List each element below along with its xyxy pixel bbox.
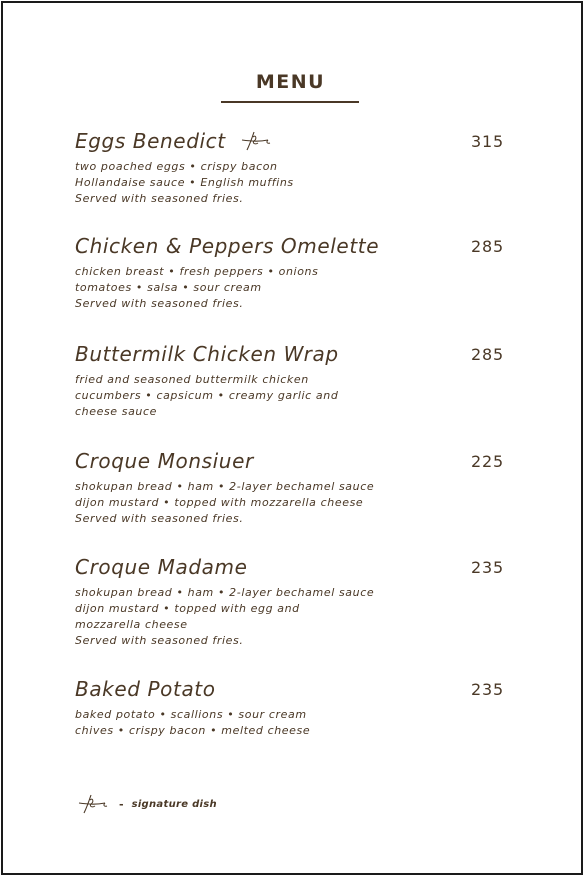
item-description [75, 264, 515, 312]
item-name: Buttermilk Chicken Wrap [75, 342, 339, 366]
description-line: Served with seasoned fries. [75, 192, 244, 205]
description-line: Served with seasoned fries. [75, 512, 244, 525]
description-line: cucumbers • capsicum • creamy garlic and [75, 389, 339, 402]
description-line: fried and seasoned buttermilk chicken [75, 373, 309, 386]
item-description [75, 159, 515, 207]
menu-page [1, 1, 583, 875]
description-line: Hollandaise sauce • English muffins [75, 176, 294, 189]
item-price: 235 [471, 680, 504, 699]
description-line: chives • crispy bacon • melted cheese [75, 724, 311, 737]
description-line: shokupan bread • ham • 2-layer bechamel sauce [75, 586, 375, 599]
menu-item-croque-madame [75, 555, 515, 649]
item-description [75, 585, 515, 649]
item-name: Croque Madame [75, 555, 248, 579]
menu-item-chicken-peppers-omelette [75, 234, 515, 312]
description-line: baked potato • scallions • sour cream [75, 708, 307, 721]
item-name: Croque Monsiuer [75, 449, 254, 473]
item-description [75, 372, 515, 420]
description-line: dijon mustard • topped with egg and [75, 602, 300, 615]
legend-dash: - [119, 797, 124, 811]
menu-item-eggs-benedict [75, 129, 515, 207]
signature-legend [77, 793, 217, 815]
item-price: 225 [471, 452, 504, 471]
item-name: Chicken & Peppers Omelette [75, 234, 380, 258]
item-price: 315 [471, 132, 504, 151]
signature-dish-icon [77, 793, 111, 815]
menu-item-baked-potato [75, 677, 515, 739]
description-line: dijon mustard • topped with mozzarella cheese [75, 496, 364, 509]
menu-item-croque-monsiuer [75, 449, 515, 527]
description-line: two poached eggs • crispy bacon [75, 160, 278, 173]
description-line: mozzarella cheese [75, 618, 188, 631]
menu-title: MENU [255, 71, 326, 93]
item-price: 285 [471, 237, 504, 256]
item-name: Baked Potato [75, 677, 216, 701]
description-line: shokupan bread • ham • 2-layer bechamel sauce [75, 480, 375, 493]
description-line: Served with seasoned fries. [75, 297, 244, 310]
legend-label: signature dish [131, 798, 217, 810]
item-description [75, 479, 515, 527]
item-name: Eggs Benedict [75, 129, 226, 153]
title-underline [221, 101, 359, 103]
description-line: Served with seasoned fries. [75, 634, 244, 647]
description-line: chicken breast • fresh peppers • onions [75, 265, 319, 278]
description-line: tomatoes • salsa • sour cream [75, 281, 262, 294]
signature-dish-icon [240, 130, 274, 152]
description-line: cheese sauce [75, 405, 158, 418]
item-price: 285 [471, 345, 504, 364]
item-price: 235 [471, 558, 504, 577]
item-description [75, 707, 515, 739]
menu-item-buttermilk-chicken-wrap [75, 342, 515, 420]
